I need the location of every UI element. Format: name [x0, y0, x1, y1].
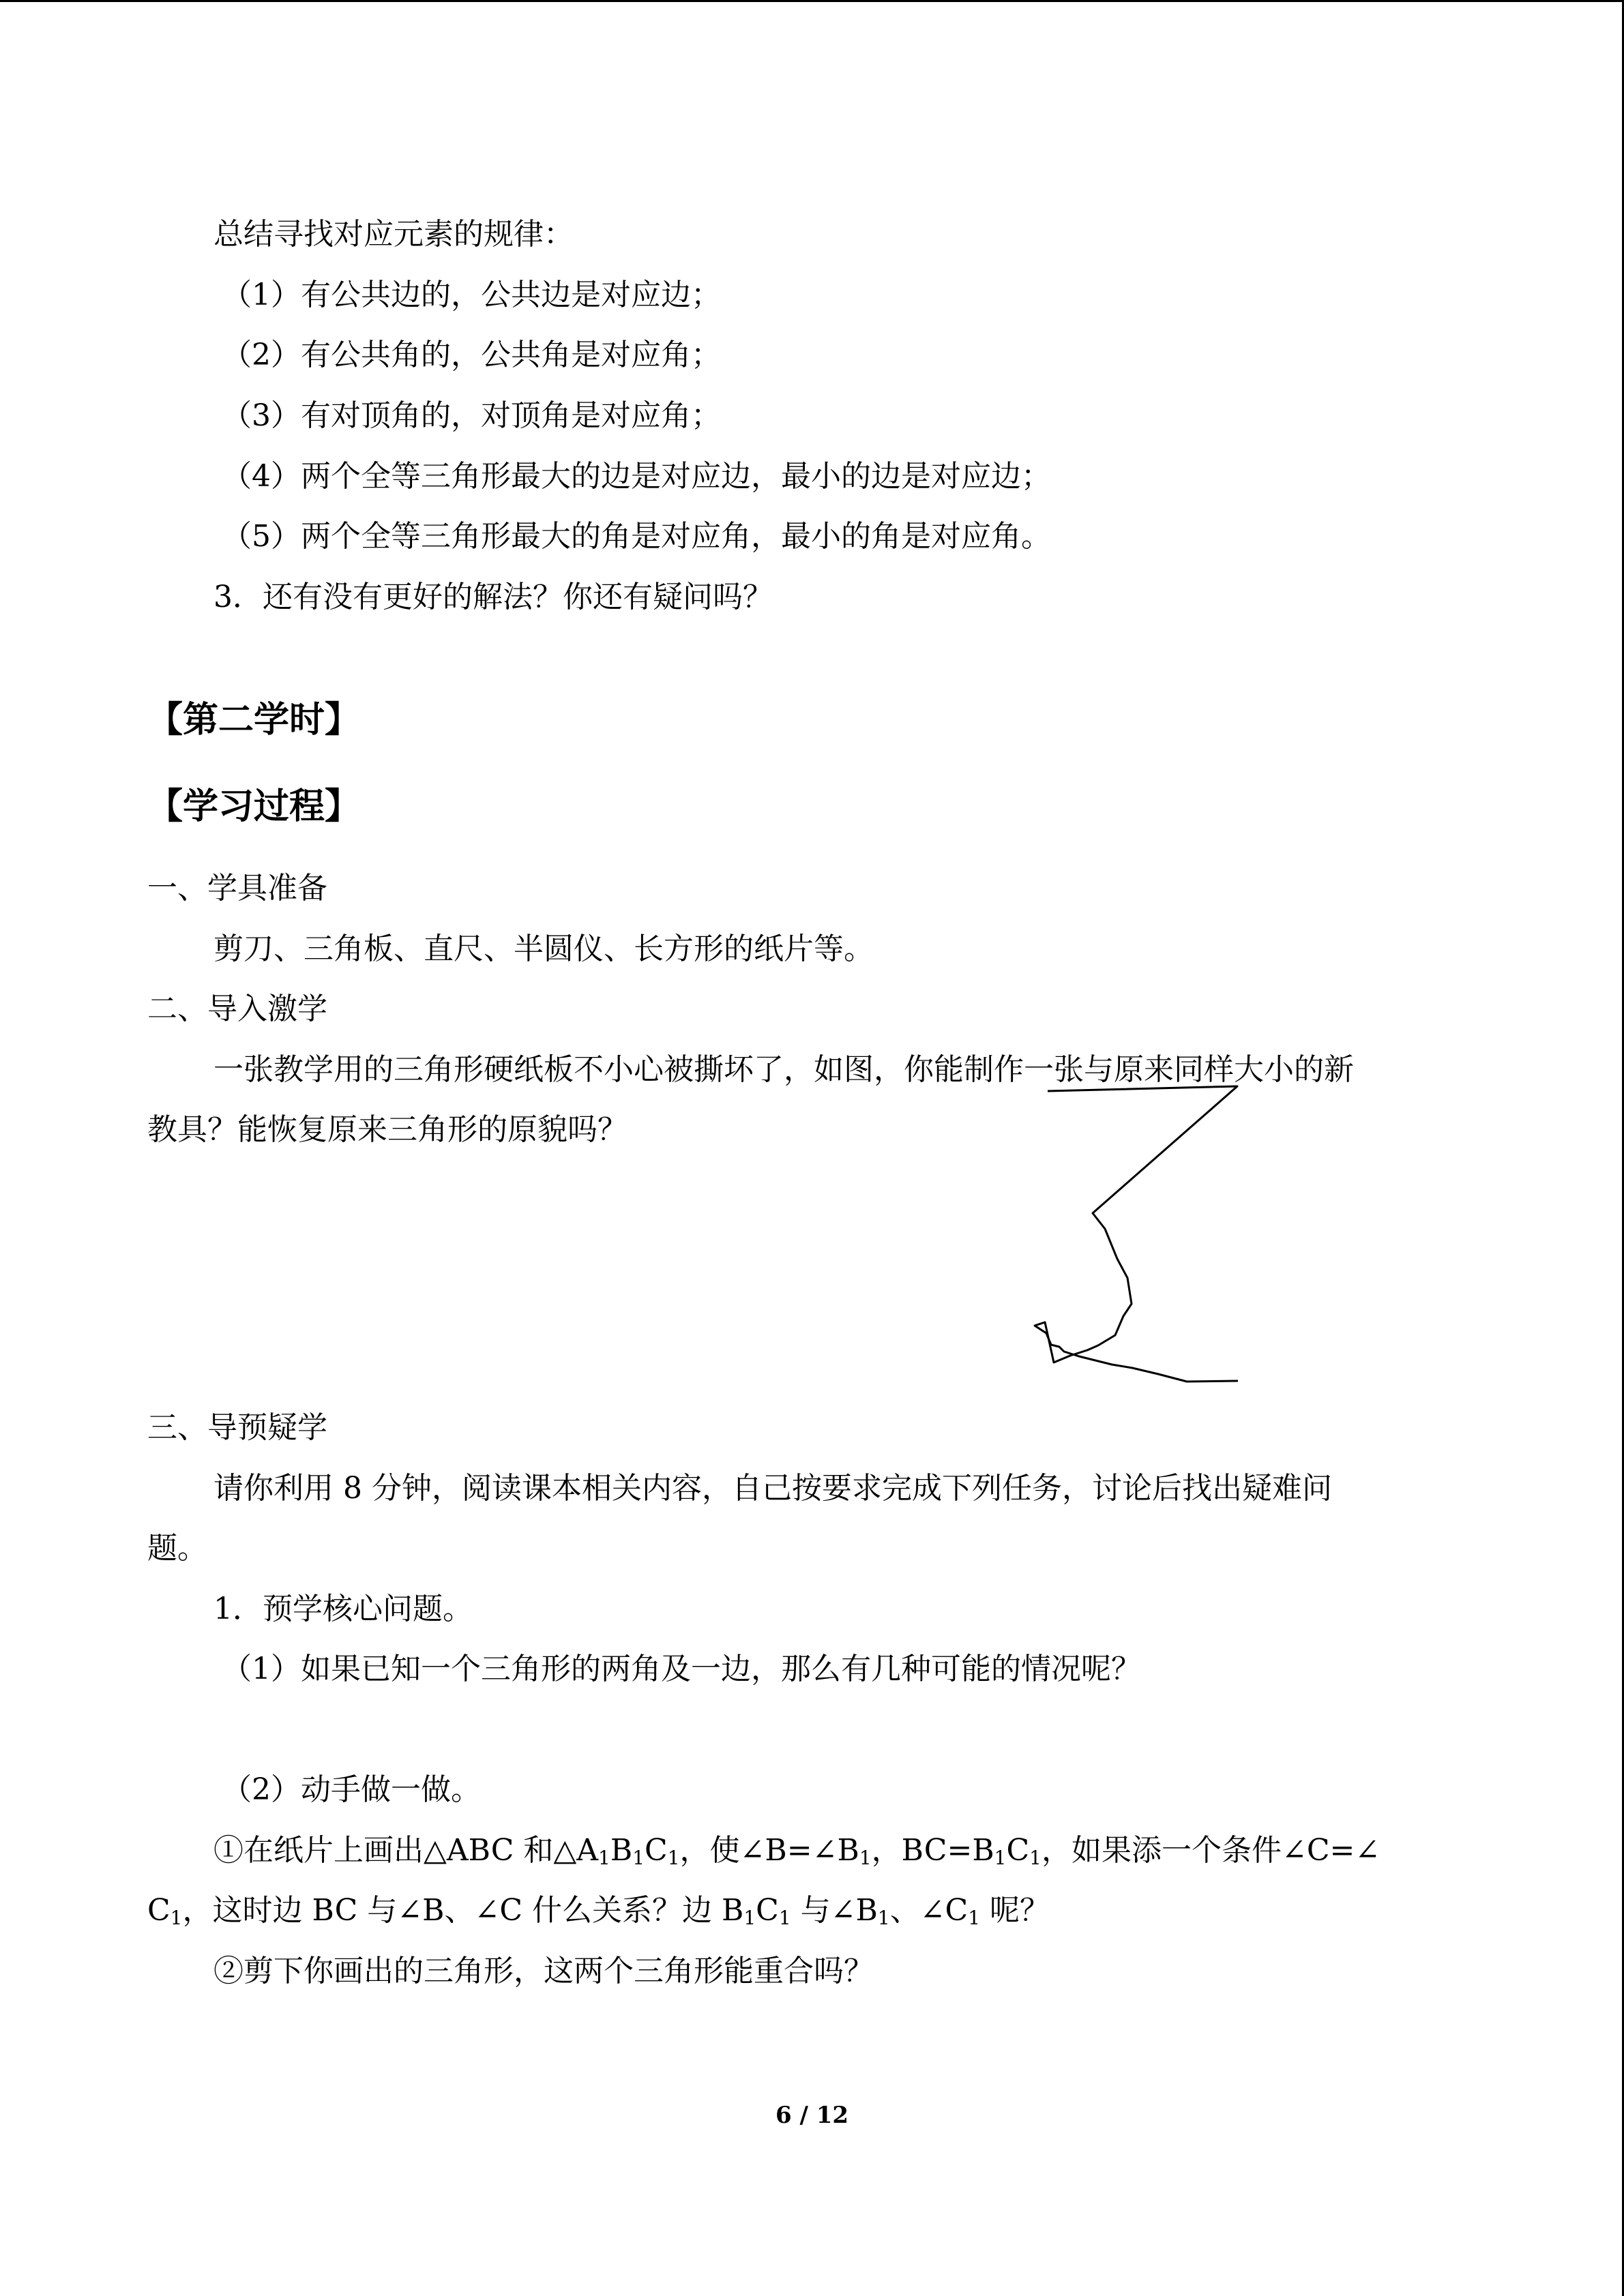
heading-second-period: 【第二学时】 — [147, 699, 361, 741]
section2-line1: 一张教学用的三角形硬纸板不小心被撕坏了，如图，你能制作一张与原来同样大小的新 — [213, 1052, 1354, 1087]
core-question-1: （1）如果已知一个三角形的两角及一边，那么有几种可能的情况呢？ — [222, 1652, 1141, 1686]
core-question-2: （2）动手做一做。 — [222, 1772, 481, 1807]
torn-triangle-figure — [1023, 1077, 1255, 1391]
section1-body: 剪刀、三角板、直尺、半圆仪、长方形的纸片等。 — [213, 931, 874, 966]
section2-line2: 教具？能恢复原来三角形的原貌吗？ — [147, 1112, 628, 1147]
torn-triangle-outline — [1035, 1086, 1238, 1382]
step-1-line1: ①在纸片上画出△ABC 和$\triangle A_1B_1C_1$，使$\angle B=\angle B_1$，$BC=B_1C_1$，如果添一个条件∠C=∠ — [213, 1833, 1381, 1869]
section2-title: 二、导入激学 — [147, 992, 327, 1026]
rule-1: （1）有公共边的，公共边是对应边； — [222, 278, 721, 312]
page-border-top — [0, 0, 1624, 2]
section3-line2: 题。 — [147, 1531, 207, 1566]
rule-2: （2）有公共角的，公共角是对应角； — [222, 338, 721, 372]
page-number: 6 / 12 — [775, 2102, 849, 2129]
step-1-line2: $C_1$，这时边 BC 与∠B、∠C 什么关系？边 $B_1C_1$ 与$\angle B_1$、$\angle C_1$ 呢？ — [147, 1893, 1050, 1929]
rule-5: （5）两个全等三角形最大的角是对应角，最小的角是对应角。 — [222, 519, 1051, 554]
step-2: ②剪下你画出的三角形，这两个三角形能重合吗？ — [213, 1954, 874, 1988]
section3-title: 三、导预疑学 — [147, 1410, 327, 1445]
section3-line1: 请你利用 8 分钟，阅读课本相关内容，自己按要求完成下列任务，讨论后找出疑难问 — [213, 1471, 1332, 1506]
section1-title: 一、学具准备 — [147, 871, 327, 906]
heading-learning-process: 【学习过程】 — [147, 786, 361, 827]
core-question-title: 1．预学核心问题。 — [213, 1592, 473, 1626]
rule-4: （4）两个全等三角形最大的边是对应边，最小的边是对应边； — [222, 459, 1051, 494]
question-3: 3．还有没有更好的解法？你还有疑问吗？ — [213, 580, 773, 614]
rule-3: （3）有对顶角的，对顶角是对应角； — [222, 398, 721, 433]
summary-title: 总结寻找对应元素的规律： — [213, 217, 574, 252]
